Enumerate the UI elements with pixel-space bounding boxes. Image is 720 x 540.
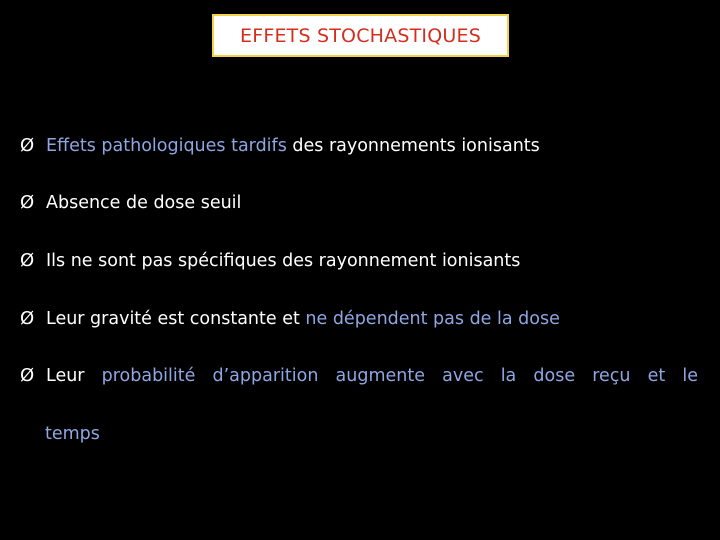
title-box [212, 14, 509, 57]
bullet-1 [20, 133, 700, 159]
slide-title: EFFETS STOCHASTIQUES [240, 24, 481, 47]
bullet-2 [20, 190, 700, 216]
bullet-5-word: augmente [335, 366, 425, 386]
bullet-5-word: d’apparition [212, 366, 319, 386]
bullet-5-word: reçu [592, 366, 631, 386]
bullet-5-continuation: temps [45, 424, 100, 444]
arrow-bullet-icon: Ø [20, 365, 35, 386]
bullet-2-text: Absence de dose seuil [46, 193, 242, 213]
bullet-5-lead-word: Leur [46, 366, 85, 386]
bullet-5 [20, 363, 698, 389]
bullet-5-word: le [682, 366, 698, 386]
bullet-4-text: Leur gravité est constante et [46, 309, 306, 329]
bullet-5-word: dose [533, 366, 576, 386]
bullet-5-word: probabilité [101, 366, 196, 386]
bullet-3-text: Ils ne sont pas spécifiques des rayonnement ionisants [46, 251, 521, 271]
bullet-5-word: avec [442, 366, 484, 386]
bullet-1-text: des rayonnements ionisants [286, 136, 540, 156]
arrow-bullet-icon: Ø [20, 250, 35, 271]
bullet-5-lead [20, 363, 85, 389]
bullet-1-highlight: Effets pathologiques tardifs [46, 136, 287, 156]
bullet-3 [20, 248, 700, 274]
arrow-bullet-icon: Ø [20, 192, 35, 213]
bullet-5-word: la [500, 366, 517, 386]
bullet-4-highlight: ne dépendent pas de la dose [305, 309, 560, 329]
arrow-bullet-icon: Ø [20, 308, 35, 329]
arrow-bullet-icon: Ø [20, 135, 35, 156]
bullet-5-word: et [647, 366, 666, 386]
bullet-4 [20, 306, 700, 332]
